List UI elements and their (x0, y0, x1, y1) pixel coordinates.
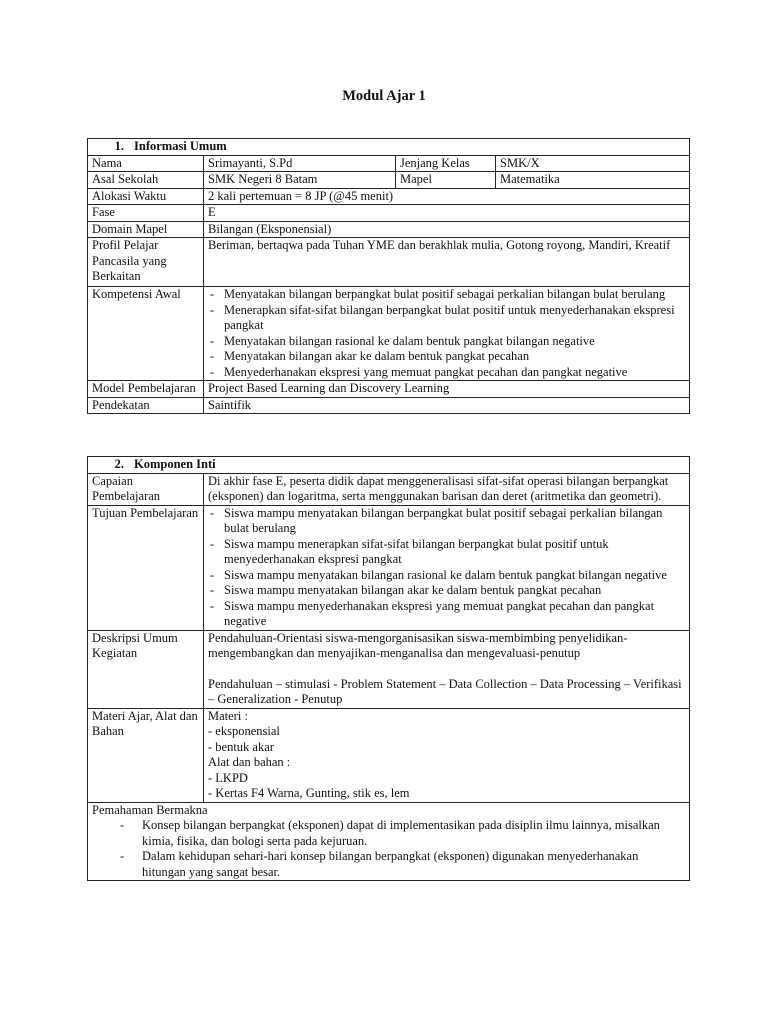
section-heading: Komponen Inti (134, 457, 216, 471)
row-value (204, 708, 690, 802)
row-label: Pendekatan (88, 397, 204, 414)
list-item: - Dalam kehidupan sehari-hari konsep bilangan berpangkat (eksponen) digunakan menyederhanakan hitungan yang sangat besar. (142, 849, 685, 880)
row-value: Di akhir fase E, peserta didik dapat menggeneralisasi sifat-sifat operasi bilangan berpangkat (eksponen) dan logaritma, serta menggunakan barisan dan deret (aritmetika dan geometri). (204, 473, 690, 505)
row-label: Nama (88, 155, 204, 172)
list-item: - Konsep bilangan berpangkat (eksponen) dapat di implementasikan pada disiplin ilmu lainnya, misalkan kimia, fisika, dan bologi serta pada kejuruan. (142, 818, 685, 849)
section-heading: Informasi Umum (134, 139, 227, 153)
row-label: Asal Sekolah (88, 172, 204, 189)
materi-line: Alat dan bahan : (208, 755, 291, 769)
materi-line: - LKPD (208, 770, 248, 785)
row-value: Srimayanti, S.Pd (204, 155, 396, 172)
row-label: Kompetensi Awal (88, 287, 204, 381)
table-row (88, 287, 690, 381)
komponen-inti-table (87, 456, 690, 881)
row-value (204, 287, 690, 381)
row-label: Domain Mapel (88, 221, 204, 238)
row-value (204, 630, 690, 708)
row-label: Mapel (396, 172, 496, 189)
table-row (88, 381, 690, 398)
section-number: 2. (114, 457, 124, 471)
list-item: - Menyatakan bilangan akar ke dalam bentuk pangkat pecahan (208, 349, 685, 365)
table-row (88, 397, 690, 414)
kompetensi-list (208, 287, 685, 380)
list-item: - Menyederhanakan ekspresi yang memuat pangkat pecahan dan pangkat negative (208, 365, 685, 381)
row-label: Capaian Pembelajaran (88, 473, 204, 505)
list-item: - Siswa mampu menyatakan bilangan rasional ke dalam bentuk pangkat bilangan negative (208, 568, 685, 584)
row-label: Materi Ajar, Alat dan Bahan (88, 708, 204, 802)
list-item: - Menyatakan bilangan berpangkat bulat positif sebagai perkalian bilangan bulat berulang (208, 287, 685, 303)
table-row (88, 473, 690, 505)
table-row (88, 630, 690, 708)
deskripsi-paragraph: Pendahuluan – stimulasi - Problem Statement – Data Collection – Data Processing – Verifikasi – Generalization - Penutup (208, 676, 682, 706)
table-row (88, 221, 690, 238)
pemahaman-cell (88, 802, 690, 881)
materi-line: - Kertas F4 Warna, Gunting, stik es, lem (208, 786, 410, 800)
list-item: - Siswa mampu menyatakan bilangan akar ke dalam bentuk pangkat pecahan (208, 583, 685, 599)
row-value: Saintifik (204, 397, 690, 414)
row-label: Fase (88, 205, 204, 222)
row-value: SMK Negeri 8 Batam (204, 172, 396, 189)
section-header (88, 139, 690, 156)
row-value: Project Based Learning dan Discovery Learning (204, 381, 690, 398)
tujuan-list (208, 506, 685, 630)
list-item: - Siswa mampu menyatakan bilangan berpangkat bulat positif sebagai perkalian bilangan bulat berulang (208, 506, 685, 537)
row-label: Alokasi Waktu (88, 188, 204, 205)
table-row (88, 708, 690, 802)
materi-line: - eksponensial (208, 724, 280, 738)
row-value: SMK/X (496, 155, 690, 172)
list-item: - Siswa mampu menerapkan sifat-sifat bilangan berpangkat bulat positif untuk menyederhanakan ekspresi pangkat (208, 537, 685, 568)
informasi-umum-table (87, 138, 690, 414)
pemahaman-list (92, 818, 685, 880)
table-row (88, 802, 690, 881)
list-item: - Menyatakan bilangan rasional ke dalam bentuk pangkat bilangan negative (208, 334, 685, 350)
section-header (88, 457, 690, 474)
table-row (88, 188, 690, 205)
row-label: Deskripsi Umum Kegiatan (88, 630, 204, 708)
table-row (88, 238, 690, 287)
row-value: E (204, 205, 690, 222)
table-row (88, 205, 690, 222)
list-item: - Menerapkan sifat-sifat bilangan berpangkat bulat positif untuk menyederhanakan ekspresi pangkat (208, 303, 685, 334)
table-row (88, 172, 690, 189)
table-row (88, 155, 690, 172)
list-item: - Siswa mampu menyederhanakan ekspresi yang memuat pangkat pecahan dan pangkat negative (208, 599, 685, 630)
row-label: Tujuan Pembelajaran (88, 505, 204, 630)
row-value: 2 kali pertemuan = 8 JP (@45 menit) (204, 188, 690, 205)
row-value: Bilangan (Eksponensial) (204, 221, 690, 238)
table-row (88, 505, 690, 630)
row-label: Profil Pelajar Pancasila yang Berkaitan (88, 238, 204, 287)
deskripsi-paragraph: Pendahuluan-Orientasi siswa-mengorganisasikan siswa-membimbing penyelidikan-mengembangkan dan menyajikan-menganalisa dan mengevaluasi-penutup (208, 630, 628, 660)
materi-line: Materi : (208, 708, 248, 723)
row-value: Beriman, bertaqwa pada Tuhan YME dan berakhlak mulia, Gotong royong, Mandiri, Kreatif (204, 238, 690, 287)
section-number: 1. (114, 139, 124, 153)
row-value (204, 505, 690, 630)
materi-line: - bentuk akar (208, 739, 274, 754)
row-value: Matematika (496, 172, 690, 189)
row-label: Model Pembelajaran (88, 381, 204, 398)
page-title: Modul Ajar 1 (342, 88, 426, 104)
pemahaman-heading: Pemahaman Bermakna (92, 802, 208, 817)
row-label: Jenjang Kelas (396, 155, 496, 172)
